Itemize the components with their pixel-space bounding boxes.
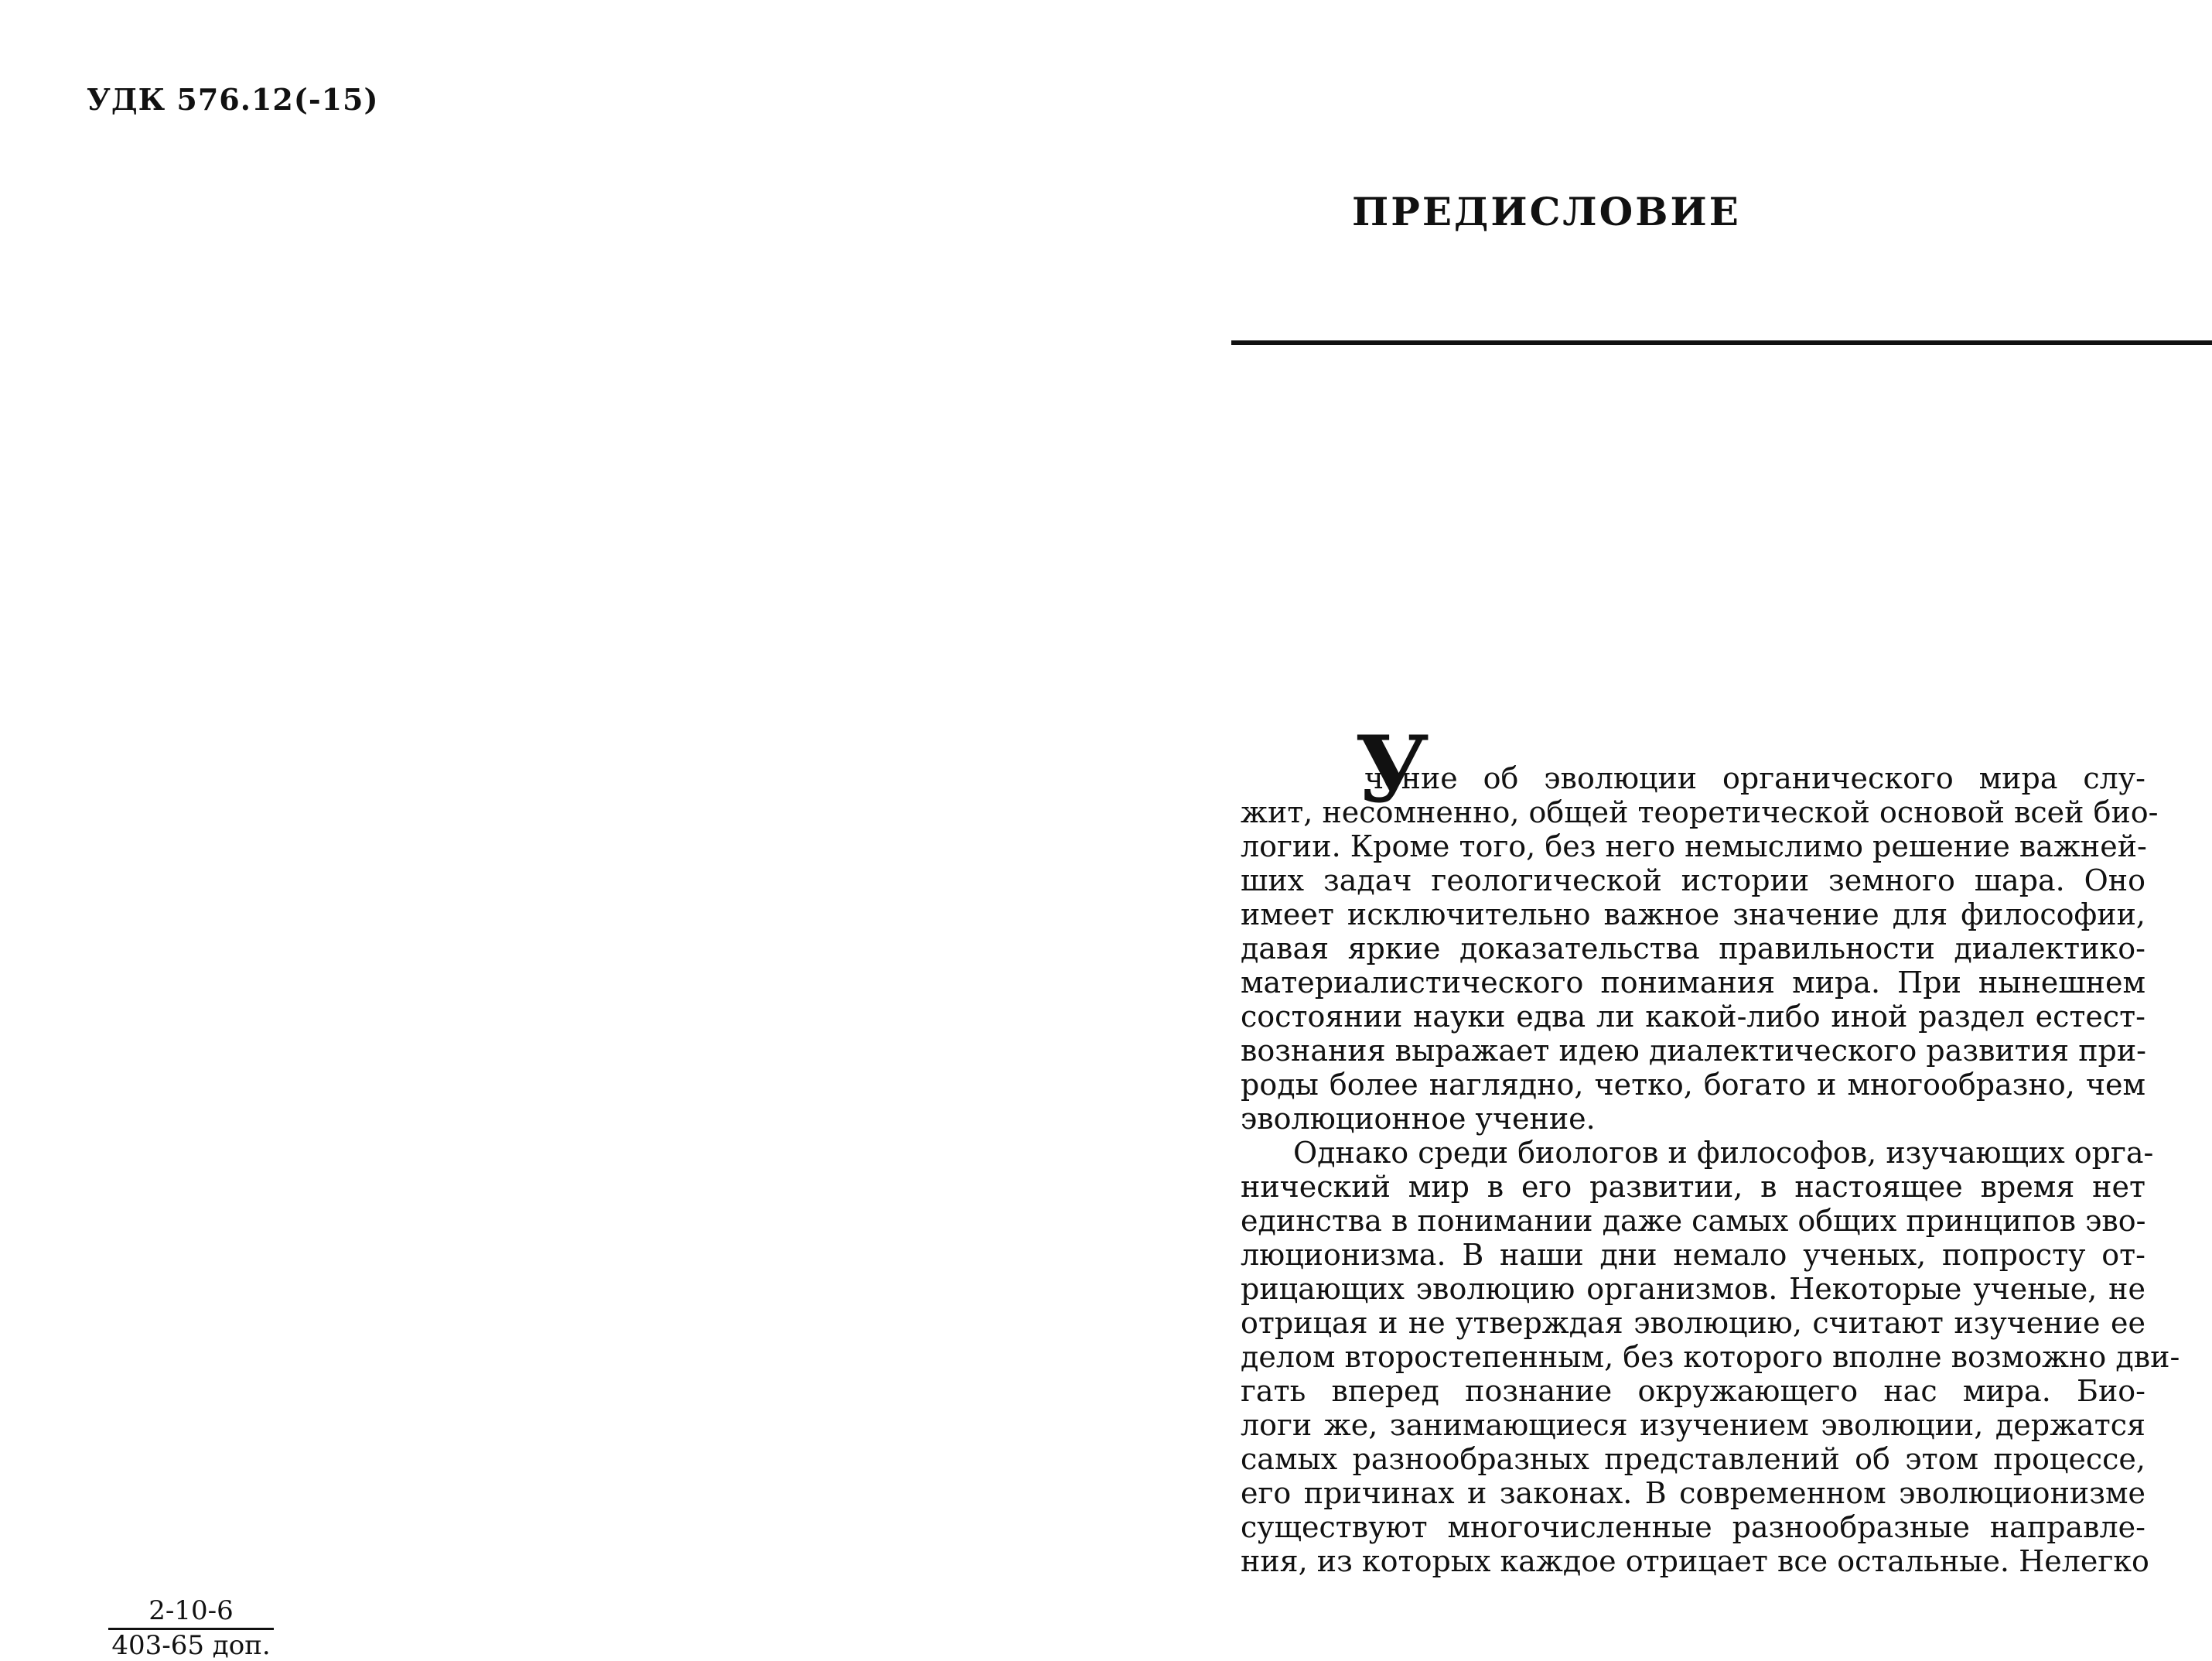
text-line: его причинах и законах. В современном эволюционизме	[1241, 1476, 2145, 1510]
page-title: ПРЕДИСЛОВИЕ	[1352, 189, 1741, 234]
text-line: имеет исключительно важное значение для философии,	[1241, 897, 2145, 931]
text-line: отрицая и не утверждая эволюцию, считают изучение ее	[1241, 1306, 2145, 1340]
drop-cap: У	[1355, 716, 1429, 823]
text-line: делом второстепенным, без которого вполне возможно дви-	[1241, 1340, 2180, 1374]
first-line-text: чение об эволюции органического мира слу-	[1364, 761, 2145, 795]
text-line: ших задач геологической истории земного шара. Оно	[1241, 863, 2145, 897]
text-line: жит, несомненно, общей теоретической основой всей био-	[1241, 795, 2159, 829]
text-line: материалистического понимания мира. При нынешнем	[1241, 965, 2145, 1000]
text-line: вознания выражает идею диалектического развития при-	[1241, 1034, 2147, 1068]
text-line: состоянии науки едва ли какой-либо иной раздел естест-	[1241, 1000, 2145, 1034]
text-line: люционизма. В наши дни немало ученых, попросту от-	[1241, 1238, 2145, 1272]
publication-code	[108, 1595, 274, 1661]
text-line: существуют многочисленные разнообразные направле-	[1241, 1510, 2145, 1544]
text-line: единства в понимании даже самых общих принципов эво-	[1241, 1204, 2146, 1238]
text-line: давая яркие доказательства правильности диалектико-	[1241, 931, 2145, 965]
udk-code: УДК 576.12(-15)	[87, 82, 379, 117]
publication-code-bottom: 403-65 доп.	[111, 1630, 271, 1661]
text-line: рицающих эволюцию организмов. Некоторые ученые, не	[1241, 1272, 2145, 1306]
text-line: логии. Кроме того, без него немыслимо решение важней-	[1241, 829, 2147, 863]
preface-text	[1241, 716, 2180, 1578]
text-line: ния, из которых каждое отрицает все остальные. Нелегко	[1241, 1544, 2149, 1578]
text-line: гать вперед познание окружающего нас мира. Био-	[1241, 1374, 2145, 1408]
text-line: самых разнообразных представлений об этом процессе,	[1241, 1442, 2145, 1476]
text-line: нический мир в его развитии, в настоящее время нет	[1241, 1170, 2145, 1204]
title-divider	[1231, 340, 2212, 345]
text-line: логи же, занимающиеся изучением эволюции, держатся	[1241, 1408, 2145, 1442]
text-line: Однако среди биологов и философов, изучающих орга-	[1293, 1136, 2154, 1170]
publication-code-top: 2-10-6	[108, 1595, 274, 1630]
text-line: эволюционное учение.	[1241, 1102, 1596, 1136]
text-line: роды более наглядно, четко, богато и многообразно, чем	[1241, 1068, 2145, 1102]
